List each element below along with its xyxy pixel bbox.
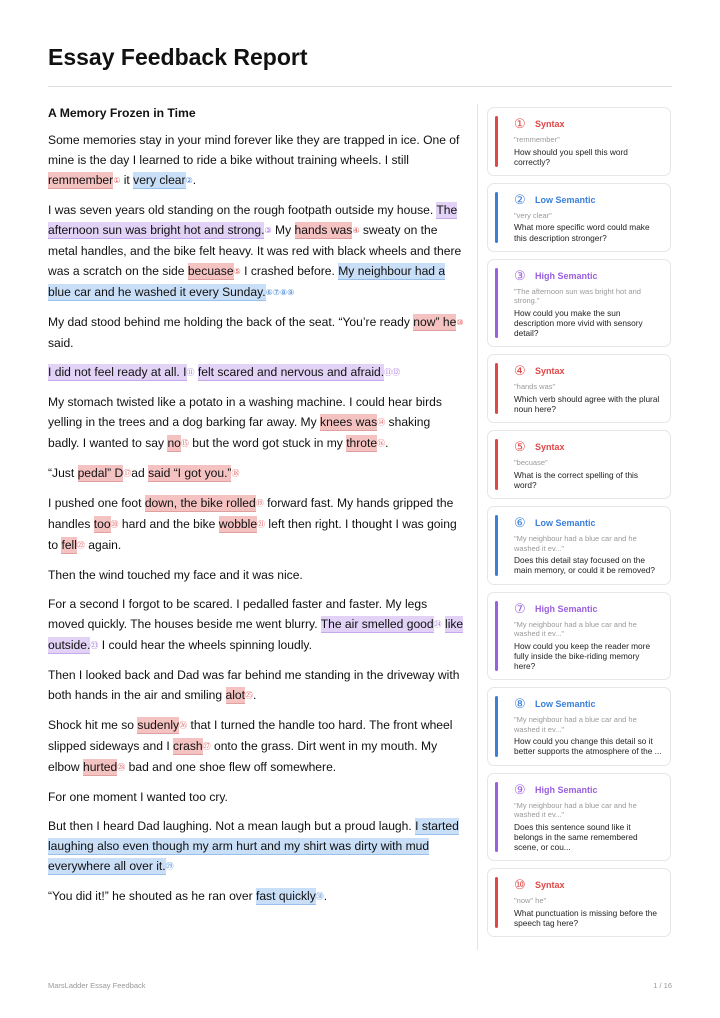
feedback-quote: "remmember" <box>514 135 560 144</box>
annotation-marker[interactable]: ④ <box>352 226 360 235</box>
essay-paragraph <box>48 463 464 484</box>
highlighted-phrase[interactable]: fell <box>61 538 77 552</box>
feedback-type: High Semantic <box>535 784 598 795</box>
feedback-type: Low Semantic <box>535 699 596 710</box>
annotation-marker[interactable]: ㉒ <box>76 541 85 550</box>
feedback-card-header <box>514 363 662 379</box>
page-number: 1 / 16 <box>653 981 672 990</box>
essay-text: onto the grass. Dirt went in my mouth. My elbow <box>48 739 438 774</box>
highlighted-phrase[interactable]: felt scared and nervous and afraid. <box>197 365 385 379</box>
essay-paragraph <box>48 130 464 191</box>
feedback-card[interactable] <box>487 868 671 937</box>
feedback-number: ⑩ <box>514 877 526 893</box>
essay-paragraph <box>48 594 464 656</box>
feedback-number: ④ <box>514 363 526 379</box>
highlighted-phrase[interactable]: fast quickly <box>255 889 316 903</box>
feedback-number: ⑧ <box>514 696 526 712</box>
essay-text: But then I heard Dad laughing. Not a mean laugh but a proud laugh. <box>48 819 416 833</box>
essay-text: ad <box>131 466 149 480</box>
essay-text: Then I looked back and Dad was far behind me standing in the driveway with both hands in the air and smiling <box>48 668 460 702</box>
annotation-marker[interactable]: ⑯ <box>377 439 386 448</box>
category-color-bar <box>495 696 498 756</box>
essay-text: I crashed before. <box>240 264 339 278</box>
highlighted-phrase[interactable]: pedal” D <box>77 466 124 480</box>
feedback-type: Syntax <box>535 442 565 453</box>
feedback-sidebar <box>487 107 671 944</box>
highlighted-phrase[interactable]: no <box>167 436 181 450</box>
highlighted-phrase[interactable]: like outside. <box>48 617 464 652</box>
essay-paragraph <box>48 715 464 778</box>
feedback-quote: "very clear" <box>514 210 552 220</box>
feedback-card-header <box>514 782 662 798</box>
highlighted-phrase[interactable]: The air smelled good <box>320 617 434 631</box>
essay-text: For one moment I wanted too cry. <box>48 790 228 804</box>
essay-text: forward fast. My hands gripped the handles <box>48 496 454 531</box>
essay-text: that I turned the handle too hard. The front wheel slipped sideways and I <box>48 718 453 753</box>
annotation-marker[interactable]: ⑪⑫ <box>384 368 401 377</box>
annotation-marker[interactable]: ⑭ <box>377 418 386 427</box>
annotation-marker[interactable]: ⑥⑦⑧⑨ <box>265 288 295 297</box>
essay-paragraph <box>48 816 464 877</box>
essay-paragraph <box>48 362 464 383</box>
annotation-marker[interactable]: ⑰ <box>123 469 132 478</box>
feedback-type: High Semantic <box>535 603 598 614</box>
essay-text: shaking badly. I wanted to say <box>48 415 431 450</box>
highlighted-phrase[interactable]: down, the bike rolled <box>144 496 256 510</box>
feedback-number: ③ <box>514 267 526 283</box>
feedback-card-header <box>514 439 662 455</box>
feedback-question: What more specific word could make this description stronger? <box>514 222 650 243</box>
highlighted-phrase[interactable]: knees was <box>320 415 378 429</box>
annotation-marker[interactable]: ② <box>185 176 193 185</box>
essay-paragraph <box>48 886 464 907</box>
category-color-bar <box>495 192 498 243</box>
feedback-number: ⑤ <box>514 439 526 455</box>
footer-brand: MarsLadder Essay Feedback <box>48 981 146 990</box>
category-color-bar <box>495 877 498 928</box>
highlighted-phrase[interactable]: remmember <box>48 173 114 187</box>
annotation-marker[interactable]: ㉓ <box>90 641 99 650</box>
feedback-card-header <box>514 268 662 284</box>
essay-text: . <box>253 688 257 702</box>
essay-body <box>48 104 464 916</box>
highlighted-phrase[interactable]: becuase <box>187 264 234 278</box>
annotation-marker[interactable]: ㉙ <box>165 862 174 871</box>
essay-text: sweaty on the metal handles, and the bike felt heavy. It was red with black wheels and there was a scratch on the side <box>48 223 462 278</box>
feedback-question: What is the correct spelling of this word? <box>514 469 639 491</box>
annotation-marker[interactable]: ⑩ <box>456 318 464 327</box>
feedback-card[interactable] <box>487 183 671 252</box>
highlighted-phrase[interactable]: alot <box>225 688 245 702</box>
feedback-question: How could you change this detail so it better supports the atmosphere of the ... <box>514 736 662 757</box>
highlighted-phrase[interactable]: wobble <box>218 517 258 531</box>
category-color-bar <box>495 782 498 853</box>
feedback-quote: "hands was" <box>514 382 556 392</box>
feedback-quote: "My neighbour had a blue car and he washed it ev..." <box>514 619 637 639</box>
essay-paragraph <box>48 200 464 303</box>
feedback-quote: "My neighbour had a blue car and he washed it ev..." <box>514 534 637 553</box>
essay-paragraph <box>48 787 464 807</box>
category-color-bar <box>495 601 498 672</box>
essay-text: Some memories stay in your mind forever like they are trapped in ice. One of mine is the day I learned to ride a bike without training wheels. I still <box>48 133 460 167</box>
feedback-card[interactable] <box>487 592 671 681</box>
feedback-card[interactable] <box>487 259 671 348</box>
annotation-marker[interactable]: ① <box>113 176 121 185</box>
highlighted-phrase[interactable]: My neighbour had a blue car and he washed it every Sunday. <box>48 264 446 299</box>
essay-paragraph <box>48 312 464 353</box>
highlighted-phrase[interactable]: I started laughing also even though my arm hurt and my shirt was dirty with mud everywhere all over it. <box>48 819 459 873</box>
category-color-bar <box>495 116 498 167</box>
feedback-card[interactable] <box>487 506 671 584</box>
feedback-type: Low Semantic <box>535 194 596 205</box>
feedback-card-header <box>514 116 662 132</box>
essay-paragraphs <box>48 130 464 907</box>
annotation-marker[interactable]: ⑱ <box>231 469 240 478</box>
essay-paragraph <box>48 565 464 585</box>
feedback-quote: "becuase" <box>514 458 548 468</box>
annotation-marker[interactable]: ㉔ <box>433 620 442 629</box>
essay-text: My stomach twisted like a potato in a washing machine. I could hear birds yelling in the trees and a dog barking far away. My <box>48 395 442 429</box>
feedback-card[interactable] <box>487 430 671 499</box>
essay-text: . <box>385 436 389 450</box>
essay-text: My <box>271 223 295 237</box>
feedback-card-header <box>514 877 662 893</box>
feedback-question: Does this sentence sound like it belongs in the same remembered scene, or cou... <box>514 821 638 853</box>
feedback-number: ② <box>514 191 526 207</box>
essay-text: I was seven years old standing on the rough footpath outside my house. <box>48 203 437 217</box>
highlighted-phrase[interactable]: crash <box>173 739 203 753</box>
annotation-marker[interactable]: ⑪ <box>186 368 195 377</box>
essay-text: I pushed one foot <box>48 496 145 510</box>
feedback-quote: "The afternoon sun was bright hot and strong." <box>514 286 641 306</box>
essay-text: bad and one shoe flew off somewhere. <box>125 760 337 774</box>
column-divider <box>477 104 478 950</box>
essay-title: A Memory Frozen in Time <box>48 106 196 120</box>
feedback-type: Syntax <box>535 880 565 891</box>
highlighted-phrase[interactable]: very clear <box>133 173 186 187</box>
essay-text: Then the wind touched my face and it was nice. <box>48 568 303 582</box>
highlighted-phrase[interactable]: I did not feel ready at all. I <box>48 365 187 379</box>
feedback-question: How could you make the sun description more vivid with sensory detail? <box>514 307 643 339</box>
essay-text: I could hear the wheels spinning loudly. <box>98 638 312 652</box>
feedback-question: How could you keep the reader more fully inside the bike-riding memory here? <box>514 640 651 672</box>
essay-text: My dad stood behind me holding the back of the seat. “You’re ready <box>48 315 414 329</box>
essay-text: left then right. I thought I was going to <box>48 517 457 552</box>
highlighted-phrase[interactable]: too <box>93 517 111 531</box>
feedback-type: Syntax <box>535 119 565 129</box>
highlighted-phrase[interactable]: The afternoon sun was bright hot and strong. <box>48 203 458 237</box>
feedback-card-header <box>514 601 662 617</box>
feedback-number: ① <box>514 116 526 131</box>
feedback-type: Low Semantic <box>535 518 596 529</box>
feedback-card-header <box>514 515 662 531</box>
essay-paragraph <box>48 665 464 706</box>
essay-text: “Just <box>48 466 78 480</box>
feedback-number: ⑦ <box>514 600 526 616</box>
annotation-marker[interactable]: ㉚ <box>315 892 324 901</box>
highlighted-phrase[interactable]: said “I got you.” <box>148 466 232 480</box>
title-divider <box>48 86 672 87</box>
annotation-marker[interactable]: ㉕ <box>245 691 253 700</box>
annotation-marker[interactable]: ⑳ <box>110 520 119 529</box>
essay-text: Shock hit me so <box>48 718 138 732</box>
feedback-card-header <box>514 696 662 712</box>
feedback-type: Syntax <box>535 366 565 377</box>
feedback-type: High Semantic <box>535 270 598 281</box>
feedback-question: Which verb should agree with the plural noun here? <box>514 393 660 415</box>
feedback-card-header <box>514 192 662 208</box>
essay-paragraph <box>48 493 464 556</box>
feedback-question: How should you spell this word correctly? <box>514 146 628 167</box>
annotation-marker[interactable]: ㉑ <box>257 520 266 529</box>
highlighted-phrase[interactable]: hands was <box>294 223 353 237</box>
essay-text: said. <box>48 336 74 350</box>
highlighted-phrase[interactable]: sudenly <box>137 718 180 732</box>
highlighted-phrase[interactable]: now” he <box>413 315 457 329</box>
feedback-quote: "My neighbour had a blue car and he washed it ev..." <box>514 800 637 820</box>
essay-text: “You did it!” he shouted as he ran over <box>48 889 256 903</box>
feedback-quote: "now" he" <box>514 896 547 906</box>
feedback-number: ⑥ <box>514 515 526 531</box>
annotation-marker[interactable]: ⑲ <box>255 499 264 508</box>
annotation-marker[interactable]: ③ <box>264 226 272 235</box>
category-color-bar <box>495 363 498 414</box>
essay-text: hard and the bike <box>118 517 219 531</box>
feedback-card[interactable] <box>487 687 671 765</box>
essay-text: again. <box>84 538 122 552</box>
feedback-question: Does this detail stay focused on the main memory, or could it be removed? <box>514 555 655 576</box>
annotation-marker[interactable]: ㉖ <box>179 721 188 730</box>
report-title: Essay Feedback Report <box>48 44 308 70</box>
feedback-card[interactable] <box>487 354 671 423</box>
essay-text: . <box>323 889 328 903</box>
essay-paragraph <box>48 392 464 454</box>
annotation-marker[interactable]: ⑮ <box>180 439 189 448</box>
category-color-bar <box>495 268 498 339</box>
feedback-question: What punctuation is missing before the speech tag here? <box>514 907 657 928</box>
feedback-card[interactable] <box>487 773 671 862</box>
annotation-marker[interactable]: ㉗ <box>202 742 211 751</box>
essay-text: For a second I forgot to be scared. I pedalled faster and faster. My legs moved quickly. The houses beside me went blurry. <box>48 597 428 631</box>
annotation-marker[interactable]: ㉘ <box>117 763 126 772</box>
annotation-marker[interactable]: ⑤ <box>233 267 241 276</box>
essay-text: but the word got stuck in my <box>188 436 347 450</box>
essay-text: . <box>192 173 197 187</box>
feedback-number: ⑨ <box>514 781 526 797</box>
category-color-bar <box>495 439 498 490</box>
feedback-card[interactable] <box>487 107 671 176</box>
feedback-quote: "My neighbour had a blue car and he washed it ev..." <box>514 715 637 734</box>
essay-text: it <box>120 173 134 187</box>
highlighted-phrase[interactable]: hurted <box>82 760 118 774</box>
highlighted-phrase[interactable]: throte <box>346 436 378 450</box>
category-color-bar <box>495 515 498 575</box>
